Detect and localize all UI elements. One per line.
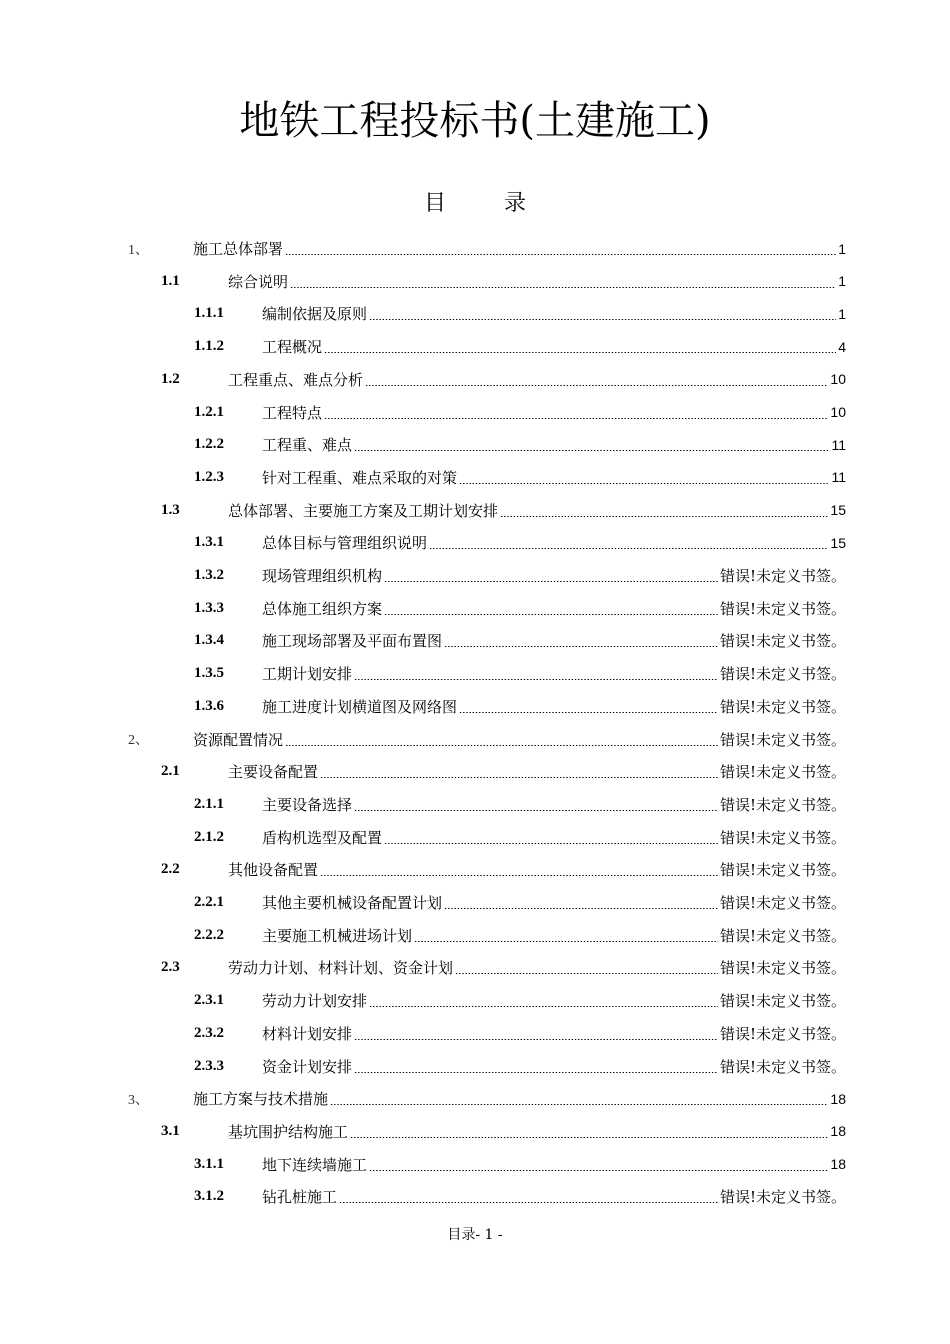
toc-entry-number: 1.3.6 xyxy=(194,697,224,714)
toc-leader-dots xyxy=(369,1006,718,1007)
toc-entry-number: 3.1.2 xyxy=(194,1188,224,1205)
toc-leader-dots xyxy=(444,646,718,647)
toc-leader-dots xyxy=(455,973,718,974)
toc-entry[interactable] xyxy=(194,428,846,461)
toc-entry[interactable] xyxy=(161,363,846,396)
toc-entry-label: 资金计划安排 xyxy=(262,1057,353,1076)
toc-entry-label: 工期计划安排 xyxy=(262,665,353,684)
toc-leader-dots xyxy=(459,483,829,484)
page-footer: 目录- 1 - xyxy=(447,1227,503,1243)
toc-entry[interactable] xyxy=(161,494,846,527)
toc-entry[interactable] xyxy=(194,657,846,690)
toc-entry-number: 1.1.2 xyxy=(194,338,224,355)
toc-entry-label: 盾构机选型及配置 xyxy=(262,828,383,847)
toc-leader-dots xyxy=(354,450,829,451)
document-title: 地铁工程投标书(土建施工) xyxy=(239,98,711,144)
toc-entry-label: 资源配置情况 xyxy=(193,730,284,749)
toc-entry-page: 15 xyxy=(830,534,846,551)
toc-entry-label: 施工进度计划横道图及网络图 xyxy=(262,697,458,716)
toc-entry-page: 15 xyxy=(830,502,846,519)
toc-entry[interactable] xyxy=(194,526,846,559)
toc-entry[interactable] xyxy=(194,624,846,657)
toc-entry-page: 11 xyxy=(831,469,846,486)
toc-leader-dots xyxy=(500,516,828,517)
toc-entry-label: 劳动力计划、材料计划、资金计划 xyxy=(228,959,454,978)
toc-entry-page: 错误!未定义书签。 xyxy=(719,567,846,585)
toc-entry[interactable] xyxy=(161,853,846,886)
toc-entry-label: 工程概况 xyxy=(262,338,323,357)
toc-entry-page: 18 xyxy=(830,1090,846,1107)
toc-entry-label: 总体施工组织方案 xyxy=(262,599,383,618)
toc-entry-page: 10 xyxy=(830,404,846,420)
toc-entry-page: 错误!未定义书签。 xyxy=(719,1024,846,1043)
toc-entry[interactable] xyxy=(194,1180,846,1213)
toc-leader-dots xyxy=(339,1202,718,1203)
toc-entry-number: 3.1.1 xyxy=(194,1155,224,1172)
toc-leader-dots xyxy=(330,1104,828,1105)
toc-entry-label: 主要施工机械进场计划 xyxy=(262,926,413,945)
toc-entry-number: 1.2 xyxy=(161,370,180,387)
toc-entry-page: 错误!未定义书签。 xyxy=(719,730,846,749)
toc-entry-label: 其他主要机械设备配置计划 xyxy=(262,894,443,912)
toc-leader-dots xyxy=(384,843,718,844)
toc-entry[interactable] xyxy=(194,1148,846,1181)
toc-entry-page: 4 xyxy=(838,338,846,355)
toc-entry-number: 1.3.5 xyxy=(194,665,224,682)
toc-entry-number: 1.3.4 xyxy=(194,632,224,649)
toc-entry-label: 总体目标与管理组织说明 xyxy=(262,534,428,553)
toc-entry-label: 工程重、难点 xyxy=(262,436,353,455)
toc-entry-number: 1.1 xyxy=(161,272,180,289)
toc-entry-number: 2.3 xyxy=(161,959,180,976)
toc-entry[interactable] xyxy=(194,592,846,625)
toc-leader-dots xyxy=(459,712,718,713)
toc-entry[interactable] xyxy=(194,821,846,854)
toc-leader-dots xyxy=(365,385,828,386)
toc-entry[interactable] xyxy=(194,1017,846,1050)
toc-entry-number: 1.3.1 xyxy=(194,534,224,551)
toc-entry-label: 劳动力计划安排 xyxy=(262,992,368,1011)
toc-entry-number: 1.3.3 xyxy=(194,599,224,616)
toc-leader-dots xyxy=(285,745,718,746)
toc-entry-page: 18 xyxy=(830,1123,846,1140)
toc-entry-label: 其他设备配置 xyxy=(228,861,319,880)
toc-entry[interactable] xyxy=(161,1115,846,1148)
toc-leader-dots xyxy=(324,352,836,353)
toc-entry-label: 总体部署、主要施工方案及工期计划安排 xyxy=(228,501,499,520)
toc-entry-number: 1、 xyxy=(128,242,149,258)
toc-entry-label: 工程特点 xyxy=(262,403,323,422)
toc-leader-dots xyxy=(384,614,718,615)
toc-entry-number: 1.1.1 xyxy=(194,305,224,322)
toc-leader-dots xyxy=(414,941,718,942)
toc-entry-page: 1 xyxy=(838,240,846,257)
toc-leader-dots xyxy=(444,908,718,909)
toc-leader-dots xyxy=(350,1137,828,1138)
toc-leader-dots xyxy=(369,319,836,320)
toc-entry-page: 错误!未定义书签。 xyxy=(719,697,846,716)
toc-entry[interactable] xyxy=(161,265,846,298)
toc-entry-number: 2.3.3 xyxy=(194,1057,224,1074)
toc-entry-label: 工程重点、难点分析 xyxy=(228,370,364,389)
toc-entry[interactable] xyxy=(161,755,846,788)
toc-leader-dots xyxy=(320,777,718,778)
toc-entry-number: 2.2.2 xyxy=(194,926,224,943)
toc-leader-dots xyxy=(290,287,836,288)
toc-entry-label: 编制依据及原则 xyxy=(262,305,368,324)
toc-entry-number: 1.2.1 xyxy=(194,403,224,420)
toc-entry-page: 错误!未定义书签。 xyxy=(719,632,846,651)
toc-entry-label: 材料计划安排 xyxy=(262,1024,353,1043)
toc-entry[interactable] xyxy=(161,951,846,984)
toc-entry[interactable] xyxy=(194,690,846,723)
toc-entry-number: 2.2.1 xyxy=(194,894,224,910)
toc-leader-dots xyxy=(429,548,828,549)
toc-leader-dots xyxy=(324,418,828,419)
toc-entry-page: 18 xyxy=(830,1156,846,1173)
toc-heading: 目录 xyxy=(423,191,584,216)
toc-entry-page: 错误!未定义书签。 xyxy=(719,795,846,814)
toc-entry-number: 2.3.1 xyxy=(194,992,224,1009)
toc-entry[interactable] xyxy=(194,788,846,821)
toc-entry-label: 钻孔桩施工 xyxy=(262,1188,338,1207)
toc-entry-number: 1.2.3 xyxy=(194,468,224,485)
toc-entry-page: 错误!未定义书签。 xyxy=(719,894,846,912)
toc-leader-dots xyxy=(285,254,836,255)
toc-leader-dots xyxy=(369,1170,828,1171)
toc-entry-label: 施工现场部署及平面布置图 xyxy=(262,632,443,651)
toc-entry-number: 2.1 xyxy=(161,763,180,780)
toc-entry[interactable] xyxy=(194,559,846,592)
toc-entry-number: 1.3.2 xyxy=(194,567,224,583)
toc-leader-dots xyxy=(354,1072,718,1073)
toc-leader-dots xyxy=(354,1039,718,1040)
toc-entry[interactable] xyxy=(194,297,846,330)
toc-entry-label: 综合说明 xyxy=(228,272,289,291)
toc-entry-number: 3、 xyxy=(128,1092,149,1108)
toc-entry-label: 现场管理组织机构 xyxy=(262,567,383,585)
toc-entry-number: 2.1.1 xyxy=(194,795,224,812)
toc-leader-dots xyxy=(384,581,718,582)
toc-entry[interactable] xyxy=(194,330,846,363)
toc-entry-label: 施工方案与技术措施 xyxy=(193,1090,329,1109)
toc-entry-page: 错误!未定义书签。 xyxy=(719,861,846,880)
toc-entry[interactable] xyxy=(128,1082,846,1115)
toc-entry-number: 1.3 xyxy=(161,501,180,518)
toc-entry-page: 10 xyxy=(830,371,846,388)
toc-entry[interactable] xyxy=(194,984,846,1017)
toc-entry-page: 错误!未定义书签。 xyxy=(719,1057,846,1076)
toc-entry[interactable] xyxy=(128,232,846,265)
toc-entry-label: 地下连续墙施工 xyxy=(262,1155,368,1174)
toc-entry-page: 错误!未定义书签。 xyxy=(719,1188,846,1207)
toc-entry[interactable] xyxy=(194,886,846,919)
toc-entry-page: 错误!未定义书签。 xyxy=(719,959,846,978)
toc-entry-label: 主要设备配置 xyxy=(228,763,319,782)
toc-entry-page: 错误!未定义书签。 xyxy=(719,665,846,684)
toc-entry-page: 1 xyxy=(838,273,846,290)
toc-entry-page: 1 xyxy=(838,305,846,322)
toc-entry[interactable] xyxy=(128,723,846,756)
toc-entry-number: 2、 xyxy=(128,733,149,748)
toc-entry-label: 针对工程重、难点采取的对策 xyxy=(262,468,458,487)
toc-entry[interactable] xyxy=(194,919,846,952)
toc-leader-dots xyxy=(354,810,718,811)
toc-entry-page: 错误!未定义书签。 xyxy=(719,763,846,782)
toc-entry-number: 2.2 xyxy=(161,861,180,878)
toc-entry-page: 错误!未定义书签。 xyxy=(719,992,846,1011)
toc-entry-label: 主要设备选择 xyxy=(262,795,353,814)
toc-entry-number: 3.1 xyxy=(161,1122,180,1139)
toc-entry-page: 错误!未定义书签。 xyxy=(719,828,846,847)
toc-leader-dots xyxy=(354,679,718,680)
toc-entry[interactable] xyxy=(194,461,846,494)
toc-entry-number: 1.2.2 xyxy=(194,436,224,453)
toc-entry-label: 施工总体部署 xyxy=(193,240,284,258)
toc-entry-label: 基坑围护结构施工 xyxy=(228,1122,349,1141)
toc-entry-page: 错误!未定义书签。 xyxy=(719,599,846,618)
toc-entry-number: 2.3.2 xyxy=(194,1024,224,1041)
toc-entry[interactable] xyxy=(194,1050,846,1083)
toc-entry-page: 11 xyxy=(831,436,846,453)
toc-entry[interactable] xyxy=(194,396,846,429)
toc-entry-number: 2.1.2 xyxy=(194,828,224,845)
toc-leader-dots xyxy=(320,875,718,876)
toc-entry-page: 错误!未定义书签。 xyxy=(719,926,846,945)
